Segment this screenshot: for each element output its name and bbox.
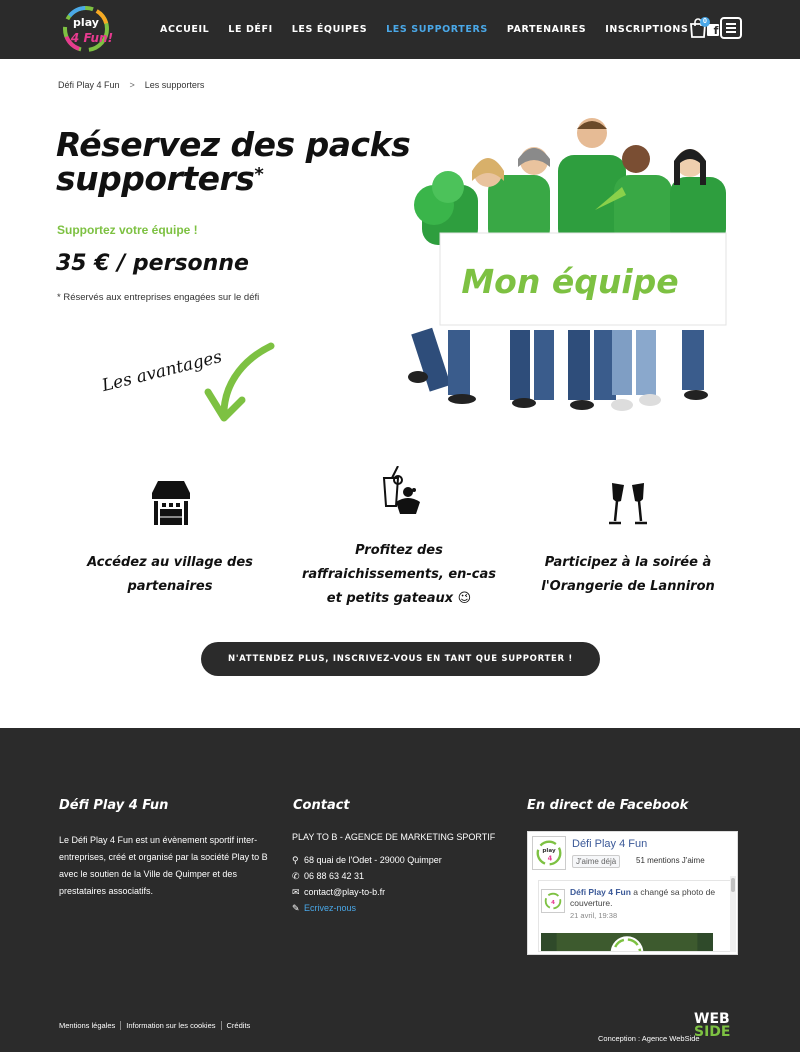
sign-text: Mon équipe bbox=[461, 262, 679, 301]
price-label: 35 € / personne bbox=[56, 251, 249, 276]
facebook-icon[interactable]: f bbox=[707, 24, 719, 36]
contact-email[interactable]: contact@play-to-b.fr bbox=[304, 887, 386, 897]
svg-text:4 Fun!: 4 Fun! bbox=[70, 31, 114, 45]
fb-post-author[interactable]: Défi Play 4 Fun bbox=[570, 887, 631, 897]
phone-icon: ✆ bbox=[292, 870, 300, 881]
fb-post bbox=[538, 880, 734, 952]
market-stall-icon bbox=[148, 479, 194, 527]
nav-inscriptions[interactable]: INSCRIPTIONS bbox=[605, 24, 689, 35]
fb-page-logo[interactable] bbox=[532, 836, 566, 870]
breadcrumb-home[interactable]: Défi Play 4 Fun bbox=[58, 80, 120, 90]
avantages-arrow-graphic bbox=[96, 340, 286, 430]
feature-text: Accédez au village des partenaires bbox=[87, 555, 253, 594]
legal-mentions-link[interactable]: Mentions légales bbox=[59, 1021, 116, 1030]
svg-text:play: play bbox=[542, 848, 556, 855]
contact-email-row bbox=[292, 884, 512, 900]
feature-village bbox=[60, 551, 280, 599]
fb-scrollbar[interactable] bbox=[730, 876, 736, 952]
menu-line-icon bbox=[726, 23, 736, 25]
cart-count-badge: 0 bbox=[700, 17, 710, 27]
nav-les-supporters[interactable]: LES SUPPORTERS bbox=[386, 24, 488, 35]
price-note: * Réservés aux entreprises engagées sur le défi bbox=[57, 292, 260, 303]
fb-post-date: 21 avril, 19:38 bbox=[570, 911, 618, 920]
cookies-info-link[interactable]: Information sur les cookies bbox=[120, 1021, 220, 1030]
feature-soiree bbox=[518, 551, 738, 599]
contact-write-row bbox=[292, 900, 512, 916]
hamburger-menu-button[interactable] bbox=[720, 17, 742, 39]
legal-links bbox=[59, 1021, 255, 1030]
fb-post-text bbox=[570, 887, 730, 909]
credits-link[interactable]: Crédits bbox=[221, 1021, 256, 1030]
nav-le-defi[interactable]: LE DÉFI bbox=[228, 24, 273, 35]
contact-address: 68 quai de l'Odet - 29000 Quimper bbox=[304, 855, 442, 865]
fb-cover-photo[interactable] bbox=[541, 933, 713, 951]
nav-les-equipes[interactable]: LES ÉQUIPES bbox=[291, 24, 368, 35]
fb-like-button[interactable]: J'aime déjà bbox=[572, 855, 620, 868]
site-header bbox=[0, 0, 800, 59]
pencil-icon: ✎ bbox=[292, 902, 300, 913]
webside-logo[interactable] bbox=[694, 1013, 730, 1039]
svg-text:play: play bbox=[73, 16, 99, 29]
fb-scroll-thumb[interactable] bbox=[731, 878, 735, 892]
fb-page-name[interactable]: Défi Play 4 Fun bbox=[572, 838, 648, 850]
hero-subtitle: Supportez votre équipe ! bbox=[57, 223, 198, 237]
breadcrumb-current: Les supporters bbox=[144, 80, 205, 90]
fb-page-header bbox=[532, 836, 732, 870]
svg-text:4: 4 bbox=[547, 854, 553, 863]
supporters-legs bbox=[408, 328, 708, 411]
contact-phone-row bbox=[292, 868, 512, 884]
site-footer bbox=[0, 728, 800, 1052]
nav-accueil[interactable]: ACCUEIL bbox=[160, 24, 210, 35]
footer-facebook-title: En direct de Facebook bbox=[527, 798, 689, 813]
title-asterisk: * bbox=[254, 164, 264, 185]
main-nav bbox=[160, 0, 719, 59]
envelope-icon: ✉ bbox=[292, 886, 300, 897]
map-marker-icon: ⚲ bbox=[292, 854, 299, 865]
breadcrumb bbox=[58, 80, 204, 90]
webside-logo-bottom: SIDE bbox=[694, 1024, 731, 1040]
footer-contact-title: Contact bbox=[293, 798, 350, 813]
contact-organization: PLAY TO B - AGENCE DE MARKETING SPORTIF bbox=[292, 832, 496, 842]
avantages-label: Les avantages bbox=[99, 347, 225, 397]
footer-about-title: Défi Play 4 Fun bbox=[59, 798, 169, 813]
fb-like-count: 51 mentions J'aime bbox=[636, 856, 705, 865]
contact-phone[interactable]: 06 88 63 42 31 bbox=[304, 871, 365, 881]
page-title bbox=[56, 125, 436, 198]
footer-about-text: Le Défi Play 4 Fun est un évènement sportif inter-entreprises, créé et organisé par la société Play to B avec le soutien de la Ville de Quimper et des prestataires associatifs. bbox=[59, 835, 268, 896]
feature-text: Profitez des raffraichissements, en-cas et petits gateaux 😉 bbox=[301, 543, 497, 606]
supporters-photo bbox=[400, 115, 745, 430]
contact-address-row bbox=[292, 852, 512, 868]
breadcrumb-separator: > bbox=[129, 80, 135, 90]
drinks-food-icon bbox=[378, 466, 422, 518]
fb-post-action: a changé sa photo de couverture. bbox=[570, 887, 716, 908]
menu-line-icon bbox=[726, 31, 736, 33]
feature-text: Participez à la soirée à l'Orangerie de Lanniron bbox=[541, 555, 715, 594]
mon-equipe-sign bbox=[440, 233, 726, 325]
fb-post-avatar[interactable] bbox=[541, 889, 565, 913]
webside-logo-top: WEB bbox=[694, 1011, 730, 1027]
facebook-widget[interactable] bbox=[527, 831, 738, 955]
menu-line-icon bbox=[726, 27, 736, 29]
title-line-2: supporters bbox=[56, 159, 255, 198]
svg-text:4: 4 bbox=[551, 899, 555, 906]
write-to-us-link[interactable]: Ecrivez-nous bbox=[304, 903, 357, 913]
nav-partenaires[interactable]: PARTENAIRES bbox=[506, 24, 587, 35]
play4fun-logo[interactable] bbox=[58, 4, 120, 54]
footer-contact-block bbox=[292, 832, 512, 916]
register-supporter-button[interactable]: N'ATTENDEZ PLUS, INSCRIVEZ-VOUS EN TANT QUE SUPPORTER ! bbox=[201, 642, 600, 676]
champagne-glasses-icon bbox=[608, 481, 648, 527]
title-line-1: Réservez des packs bbox=[56, 125, 411, 164]
feature-refreshments bbox=[289, 539, 509, 611]
design-credit[interactable]: Conception : Agence WebSide bbox=[598, 1034, 700, 1043]
